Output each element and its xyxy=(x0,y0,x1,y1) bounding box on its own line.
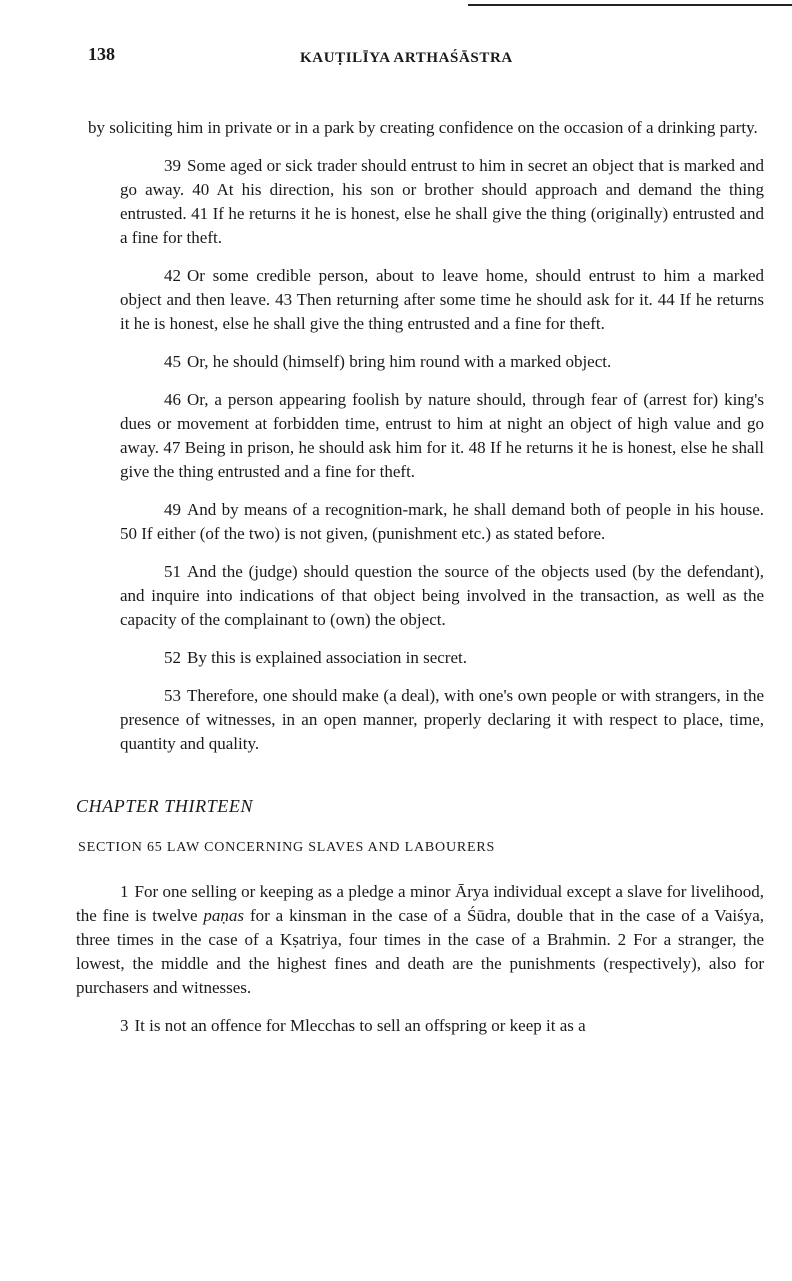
page-number: 138 xyxy=(88,44,115,64)
page-body xyxy=(76,116,764,1052)
chapter-paragraph-3 xyxy=(76,1014,764,1038)
paragraph-42 xyxy=(120,264,764,336)
paragraph-number: 42 xyxy=(164,266,181,285)
paragraph-text: Therefore, one should make (a deal), with one's own people or with strangers, in the presence of witnesses, in an open manner, properly declaring it with respect to place, time, quantity and quality. xyxy=(120,686,764,753)
chapter-title: CHAPTER THIRTEEN xyxy=(76,796,254,816)
paragraph-52 xyxy=(120,646,764,670)
paragraph-text: By this is explained association in secret. xyxy=(187,648,467,667)
paragraph-text-post: for a kinsman in the case of a Śūdra, double that in the case of a Vaiśya, three times in the case of a Kṣatriya, four times in the case of a Brahmin. 2 For a stranger, the lowest, the middle and the highest fines and death are the punishments (respectively), also for purchasers and witnesses. xyxy=(76,906,764,997)
paragraph-text: And by means of a recognition-mark, he shall demand both of people in his house. 50 If either (of the two) is not given, (punishment etc.) as stated before. xyxy=(120,500,764,543)
top-rule xyxy=(468,0,792,6)
paragraph-number: 3 xyxy=(120,1016,129,1035)
paragraph-text-emphasis: paṇas xyxy=(203,906,245,925)
paragraph-number: 46 xyxy=(164,390,181,409)
paragraph-number: 39 xyxy=(164,156,181,175)
paragraph-45 xyxy=(120,350,764,374)
paragraph-text: It is not an offence for Mlecchas to sell an offspring or keep it as a xyxy=(134,1016,586,1035)
paragraph-number: 53 xyxy=(164,686,181,705)
paragraph-text-pre: For one selling or keeping as a pledge a minor Ārya individual except a slave for livelihood, the fine is twelve xyxy=(76,882,764,925)
paragraph-number: 1 xyxy=(120,882,129,901)
paragraph-46 xyxy=(120,388,764,484)
paragraph-text: Or, a person appearing foolish by nature should, through fear of (arrest for) king's dues or movement at forbidden time, entrust to him at night an object of high value and go away. 47 Being in prison, he should ask him for it. 48 If he returns it he is honest, else he shall give the thing entrusted and a fine for theft. xyxy=(120,390,764,481)
paragraph-text: Or, he should (himself) bring him round with a marked object. xyxy=(187,352,612,371)
paragraph-51 xyxy=(120,560,764,632)
paragraph-39 xyxy=(120,154,764,250)
paragraph-number: 45 xyxy=(164,352,181,371)
paragraph-53 xyxy=(120,684,764,756)
paragraph-text: Or some credible person, about to leave home, should entrust to him a marked object and then leave. 43 Then returning after some time he should ask for it. 44 If he returns it he is honest, else he shall give the thing entrusted and a fine for theft. xyxy=(120,266,764,333)
paragraph-continued xyxy=(88,116,764,140)
paragraph-text: And the (judge) should question the source of the objects used (by the defendant), and inquire into indications of that object being involved in the transaction, as well as the capacity of the complainant to (own) the object. xyxy=(120,562,764,629)
paragraph-number: 49 xyxy=(164,500,181,519)
paragraph-number: 52 xyxy=(164,648,181,667)
paragraph-text: Some aged or sick trader should entrust to him in secret an object that is marked and go away. 40 At his direction, his son or brother should approach and demand the thing entrusted. 41 If he returns it he is honest, else he shall give the thing (originally) entrusted and a fine for theft. xyxy=(120,156,764,247)
running-head: KAUṬILĪYA ARTHAŚĀSTRA xyxy=(300,50,513,66)
section-heading: SECTION 65 LAW CONCERNING SLAVES AND LABOURERS xyxy=(78,840,496,855)
paragraph-number: 51 xyxy=(164,562,181,581)
paragraph-49 xyxy=(120,498,764,546)
chapter-paragraph-1 xyxy=(76,880,764,1000)
paragraph-text: by soliciting him in private or in a park by creating confidence on the occasion of a drinking party. xyxy=(88,118,758,137)
